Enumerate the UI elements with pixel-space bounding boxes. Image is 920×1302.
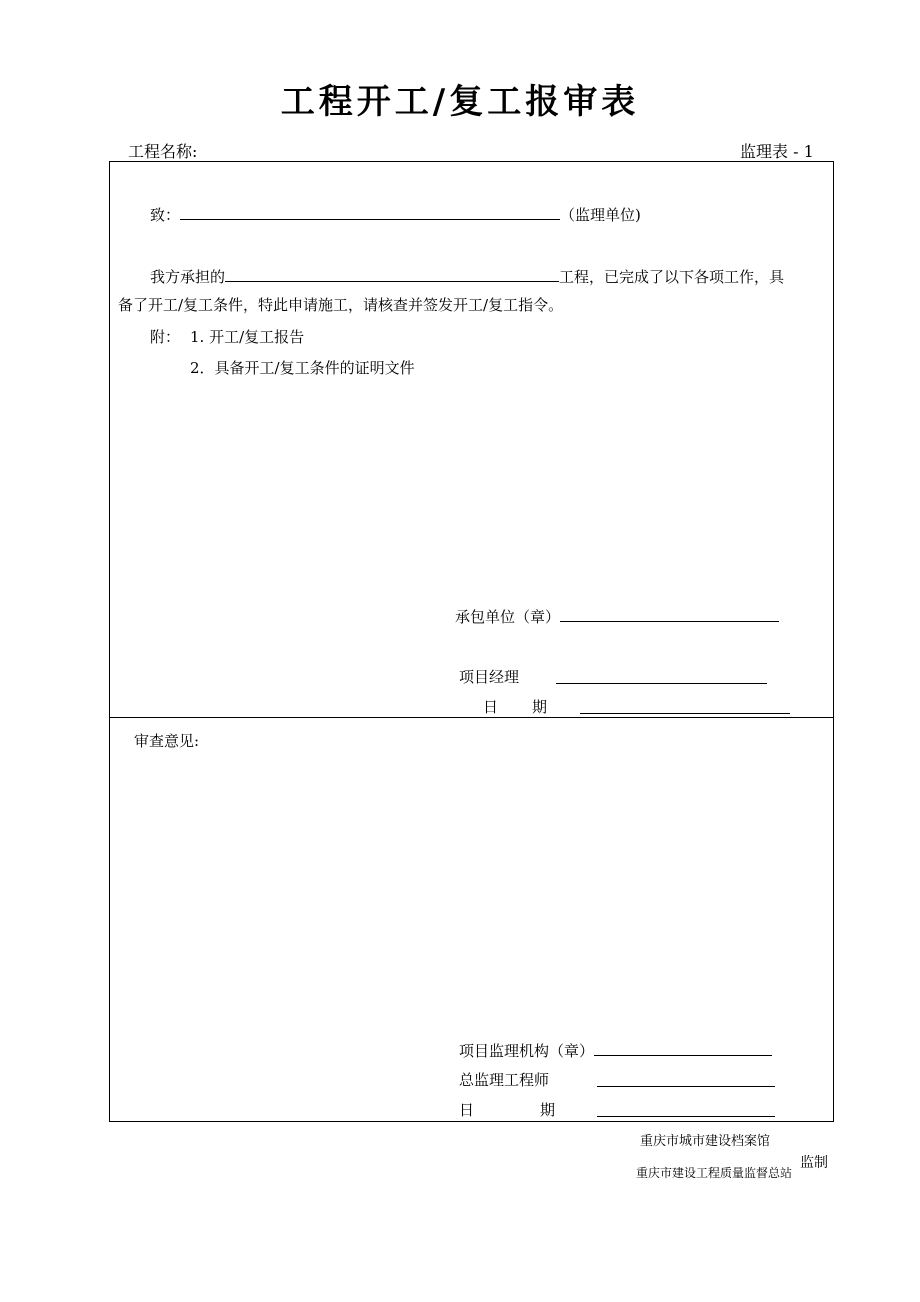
body-line1 [150, 265, 784, 287]
to-line [150, 203, 641, 225]
body-suffix: 工程，已完成了以下各项工作，具 [559, 268, 785, 286]
review-date-char-2: 期 [540, 1101, 556, 1119]
attach-item: 2．具备开工/复工条件的证明文件 [190, 359, 415, 377]
attach-label: 附： [150, 328, 181, 346]
contractor-field[interactable] [560, 605, 779, 622]
form-title: 工程开工/复工报审表 [280, 82, 640, 122]
supervisor-unit-note: （监理单位) [560, 206, 641, 224]
footer-supervise: 监制 [800, 1155, 828, 1171]
body-line2: 备了开工/复工条件，特此申请施工，请核查并签发开工/复工指令。 [118, 296, 564, 314]
chief-label: 总监理工程师 [459, 1071, 550, 1089]
review-date-char-1: 日 [459, 1101, 475, 1119]
footer-org-2: 重庆市建设工程质量监督总站 [636, 1166, 793, 1180]
date-char-2: 期 [532, 698, 548, 716]
project-name-label: 工程名称: [128, 142, 198, 161]
pm-field[interactable] [556, 683, 767, 684]
agency-label: 项目监理机构（章） [459, 1042, 595, 1060]
chief-field[interactable] [597, 1086, 775, 1087]
to-label: 致： [150, 206, 181, 224]
supervisor-unit-field[interactable] [180, 203, 560, 220]
agency-line [459, 1039, 772, 1061]
pm-label: 项目经理 [459, 668, 520, 686]
date-field[interactable] [580, 713, 790, 714]
form-code: 监理表 - 1 [740, 142, 814, 161]
contractor-line [455, 605, 779, 627]
body-prefix: 我方承担的 [150, 268, 226, 286]
contractor-label: 承包单位（章） [455, 608, 561, 626]
footer-org-1: 重庆市城市建设档案馆 [640, 1134, 771, 1149]
project-field[interactable] [225, 265, 559, 282]
agency-field[interactable] [594, 1039, 772, 1056]
review-date-field[interactable] [597, 1116, 775, 1117]
review-label: 审查意见: [134, 732, 200, 750]
date-char-1: 日 [483, 698, 499, 716]
section-divider [109, 717, 833, 718]
attach-item: 1. 开工/复工报告 [190, 328, 305, 346]
